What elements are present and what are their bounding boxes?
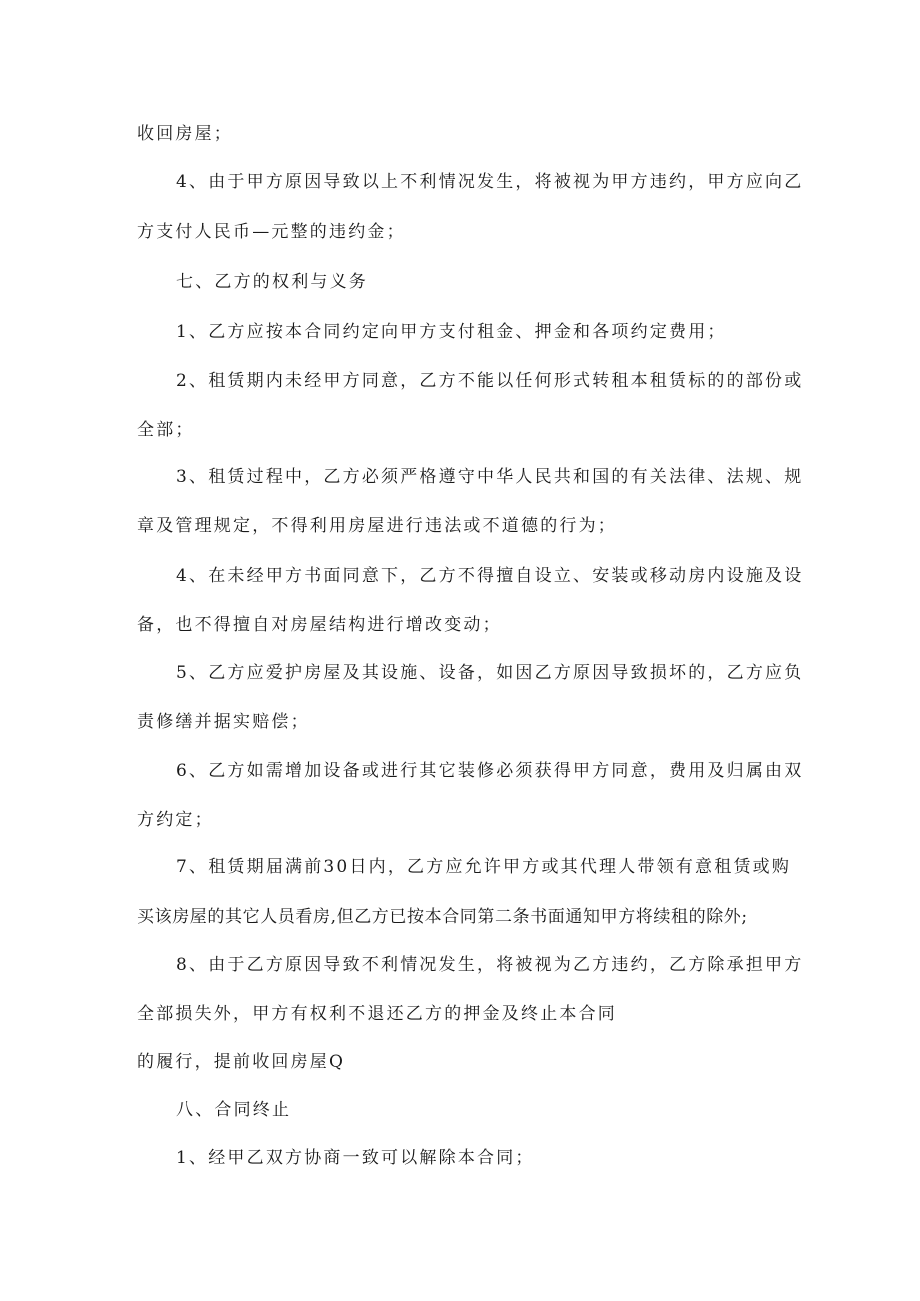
text-line: 方支付人民币—元整的违约金； xyxy=(137,222,406,242)
text-line: 2、租赁期内未经甲方同意，乙方不能以任何形式转租本租赁标的的部份或 xyxy=(176,371,804,391)
text-line: 3、租赁过程中，乙方必须严格遵守中华人民共和国的有关法律、法规、规 xyxy=(176,467,804,487)
text-line: 责修缮并据实赔偿； xyxy=(137,712,310,732)
text-line: 全部； xyxy=(137,420,195,440)
section-heading: 八、合同终止 xyxy=(176,1100,292,1120)
text-line: 的履行，提前收回房屋Q xyxy=(137,1052,346,1072)
text-line: 全部损失外，甲方有权利不退还乙方的押金及终止本合同 xyxy=(137,1004,617,1024)
text-line: 7、租赁期届满前30日内，乙方应允许甲方或其代理人带领有意租赁或购 xyxy=(176,857,792,877)
text-line: 5、乙方应爱护房屋及其设施、设备，如因乙方原因导致损坏的，乙方应负 xyxy=(176,663,804,683)
text-line: 备，也不得擅自对房屋结构进行增改变动； xyxy=(137,615,502,635)
text-line: 1、经甲乙双方协商一致可以解除本合同； xyxy=(176,1148,535,1168)
text-line: 8、由于乙方原因导致不利情况发生，将被视为乙方违约，乙方除承担甲方 xyxy=(176,955,804,975)
text-line: 1、乙方应按本合同约定向甲方支付租金、押金和各项约定费用； xyxy=(176,322,727,342)
text-line: 6、乙方如需增加设备或进行其它装修必须获得甲方同意，费用及归属由双 xyxy=(176,761,804,781)
text-line: 章及管理规定，不得利用房屋进行违法或不道德的行为； xyxy=(137,516,617,536)
text-line: 4、在未经甲方书面同意下，乙方不得擅自设立、安装或移动房内设施及设 xyxy=(176,566,804,586)
text-line: 4、由于甲方原因导致以上不利情况发生，将被视为甲方违约，甲方应向乙 xyxy=(176,172,804,192)
section-heading: 七、乙方的权利与义务 xyxy=(176,272,368,292)
text-line: 收回房屋； xyxy=(137,124,233,144)
text-line: 方约定； xyxy=(137,810,214,830)
text-line: 买该房屋的其它人员看房,但乙方已按本合同第二条书面通知甲方将续租的除外; xyxy=(137,907,748,927)
